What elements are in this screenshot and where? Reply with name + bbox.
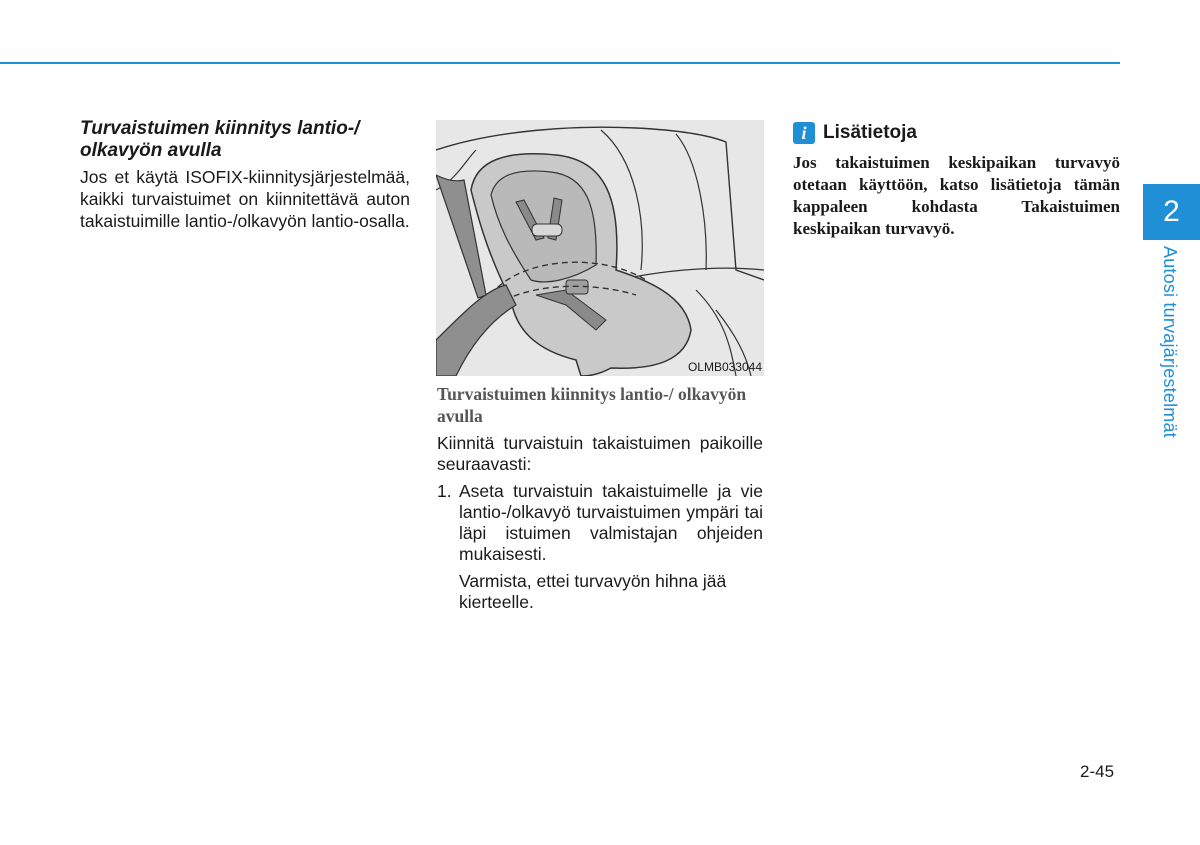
info-header [793,122,1120,144]
instruction-step [437,481,763,565]
info-box [793,122,1120,240]
left-column [80,118,410,232]
child-seat-drawing [436,120,764,376]
header-rule [0,62,1120,64]
figure-caption: Turvaistuimen kiinnitys lantio-/ olkavyön avulla [437,384,747,426]
chapter-title: Autosi turvajärjestelmät [1160,246,1180,438]
instructions-intro: Kiinnitä turvaistuin takaistuimen paikoille seuraavasti: [437,433,763,474]
info-icon: i [793,122,815,144]
info-title: Lisätietoja [823,122,917,143]
middle-column [437,383,763,613]
section-heading: Turvaistuimen kiinnitys lantio-/ olkavyön avulla [80,118,360,161]
step-text: Aseta turvaistuin takaistuimelle ja vie lantio-/olkavyö turvaistuimen ympäri tai läpi istuimen valmistajan ohjeiden mukaisesti. [459,481,763,564]
step-note: Varmista, ettei turvavyön hihna jää kierteelle. [459,571,727,612]
step-number: 1. [437,481,452,501]
info-body: Jos takaistuimen keskipaikan turvavyö otetaan käyttöön, katso lisätietoja tämän kappaleen kohdasta Takaistuimen keskipaikan turvavyö. [793,153,1120,238]
child-seat-illustration [436,120,764,376]
page-number: 2-45 [1080,762,1115,781]
chapter-tab: 2 [1143,184,1200,240]
figure-code: OLMB033044 [687,360,762,374]
section-body: Jos et käytä ISOFIX-kiinnitysjärjestelmää, kaikki turvaistuimet on kiinnitettävä auton takaistuimille lantio-/olkavyön lantio-osalla. [80,167,410,231]
